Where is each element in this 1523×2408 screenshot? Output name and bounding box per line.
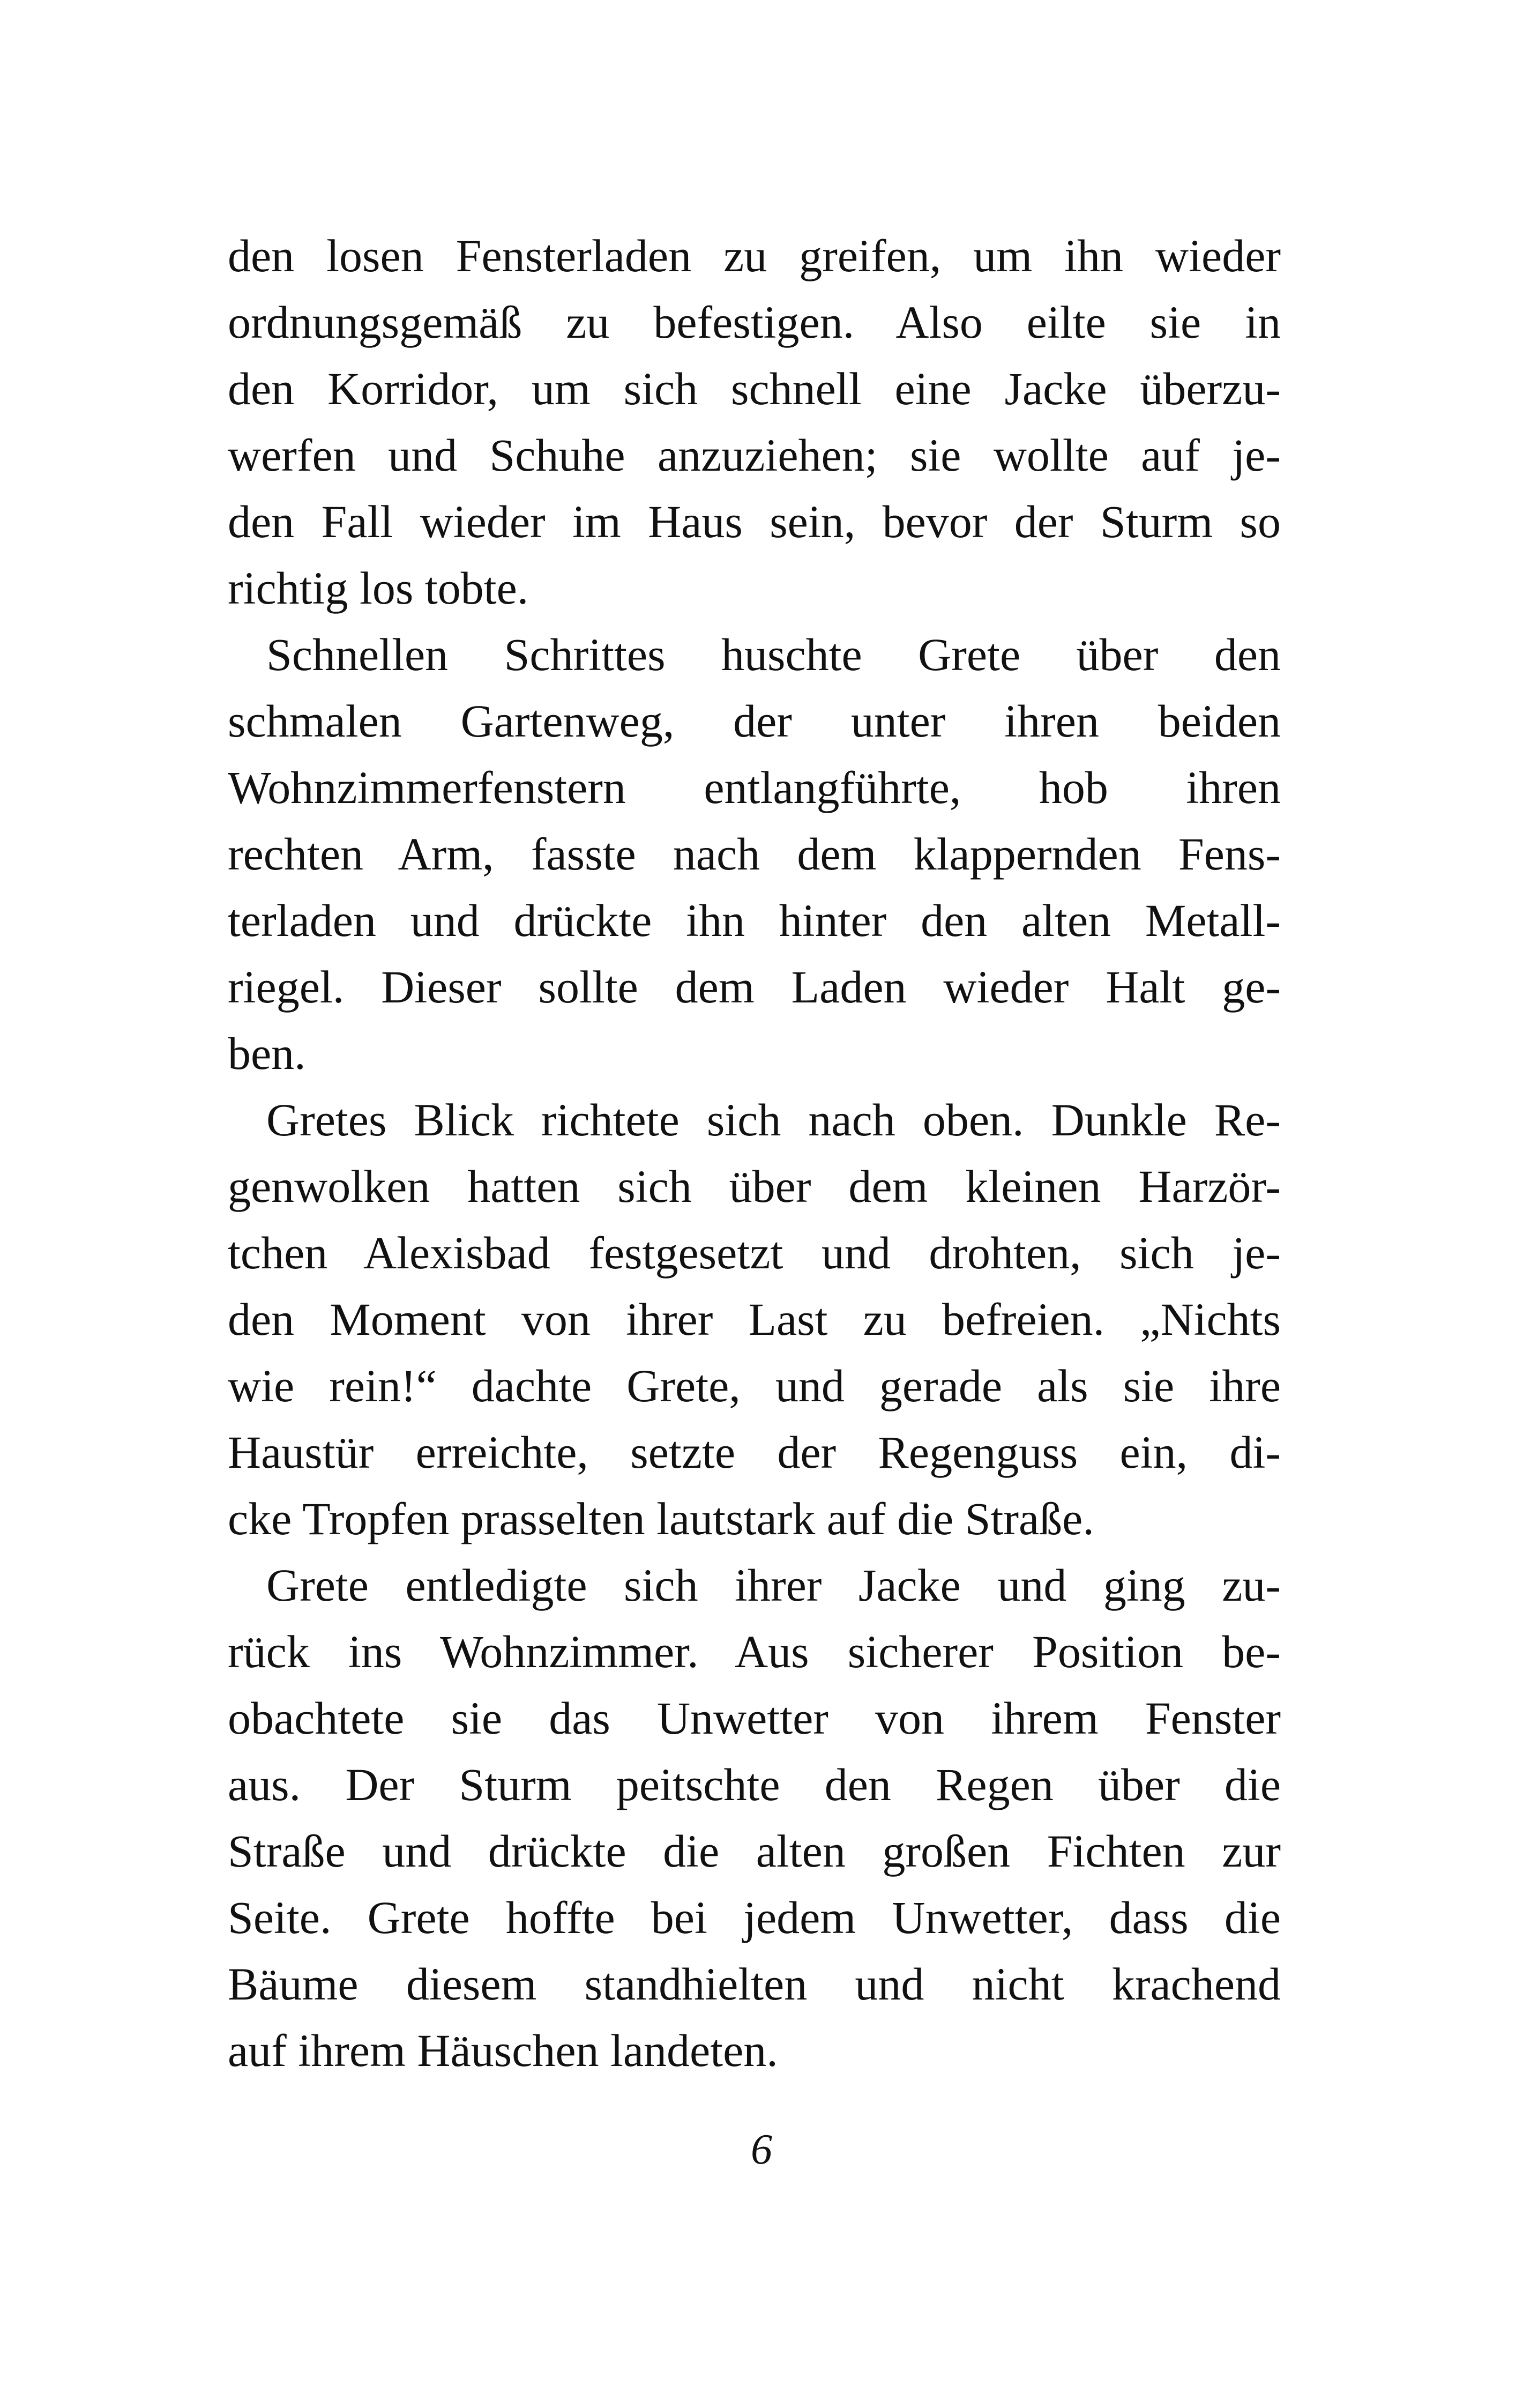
text-line: rück ins Wohnzimmer. Aus sicherer Position be- <box>228 1626 1281 1677</box>
text-line: Gretes Blick richtete sich nach oben. Dunkle Re- <box>266 1094 1281 1146</box>
text-line: ordnungsgemäß zu befestigen. Also eilte sie in <box>228 296 1281 348</box>
text-line: Schnellen Schrittes huschte Grete über den <box>266 629 1281 680</box>
text-line: cke Tropfen prasselten lautstark auf die Straße. <box>228 1493 1094 1544</box>
text-line: wie rein!“ dachte Grete, und gerade als sie ihre <box>228 1360 1281 1411</box>
text-line: schmalen Gartenweg, der unter ihren beiden <box>228 695 1281 747</box>
text-line: den losen Fensterladen zu greifen, um ihn wieder <box>228 230 1281 281</box>
page-number: 6 <box>751 2126 772 2173</box>
text-line: ben. <box>228 1028 306 1079</box>
paragraph-3 <box>228 1087 1281 1552</box>
text-line: aus. Der Sturm peitschte den Regen über die <box>228 1759 1281 1810</box>
text-line: den Fall wieder im Haus sein, bevor der Sturm so <box>228 496 1281 547</box>
text-line: Bäume diesem standhielten und nicht krachend <box>228 1958 1281 2010</box>
text-line: obachtete sie das Unwetter von ihrem Fenster <box>228 1692 1281 1744</box>
paragraph-1 <box>228 222 1281 621</box>
text-line: richtig los tobte. <box>228 562 529 614</box>
body-text <box>228 222 1281 2084</box>
text-line: Haustür erreichte, setzte der Regenguss ein, di- <box>228 1426 1281 1478</box>
text-line: riegel. Dieser sollte dem Laden wieder Halt ge- <box>228 961 1281 1013</box>
text-line: Straße und drückte die alten großen Fichten zur <box>228 1825 1281 1877</box>
text-line: den Moment von ihrer Last zu befreien. „Nichts <box>228 1294 1281 1345</box>
text-line: Wohnzimmerfenstern entlangführte, hob ihren <box>228 762 1281 813</box>
text-line: Seite. Grete hoffte bei jedem Unwetter, dass die <box>228 1892 1281 1943</box>
text-line: rechten Arm, fasste nach dem klappernden Fens- <box>228 828 1281 880</box>
text-line: genwolken hatten sich über dem kleinen Harzör- <box>228 1161 1281 1212</box>
text-line: tchen Alexisbad festgesetzt und drohten, sich je- <box>228 1227 1281 1279</box>
text-line: den Korridor, um sich schnell eine Jacke überzu- <box>228 363 1281 414</box>
text-line: terladen und drückte ihn hinter den alten Metall- <box>228 895 1281 946</box>
text-line: Grete entledigte sich ihrer Jacke und ging zu- <box>266 1559 1281 1611</box>
text-line: auf ihrem Häuschen landeten. <box>228 2025 778 2076</box>
text-line: werfen und Schuhe anzuziehen; sie wollte auf je- <box>228 429 1281 481</box>
paragraph-4 <box>228 1552 1281 2084</box>
paragraph-2 <box>228 621 1281 1087</box>
